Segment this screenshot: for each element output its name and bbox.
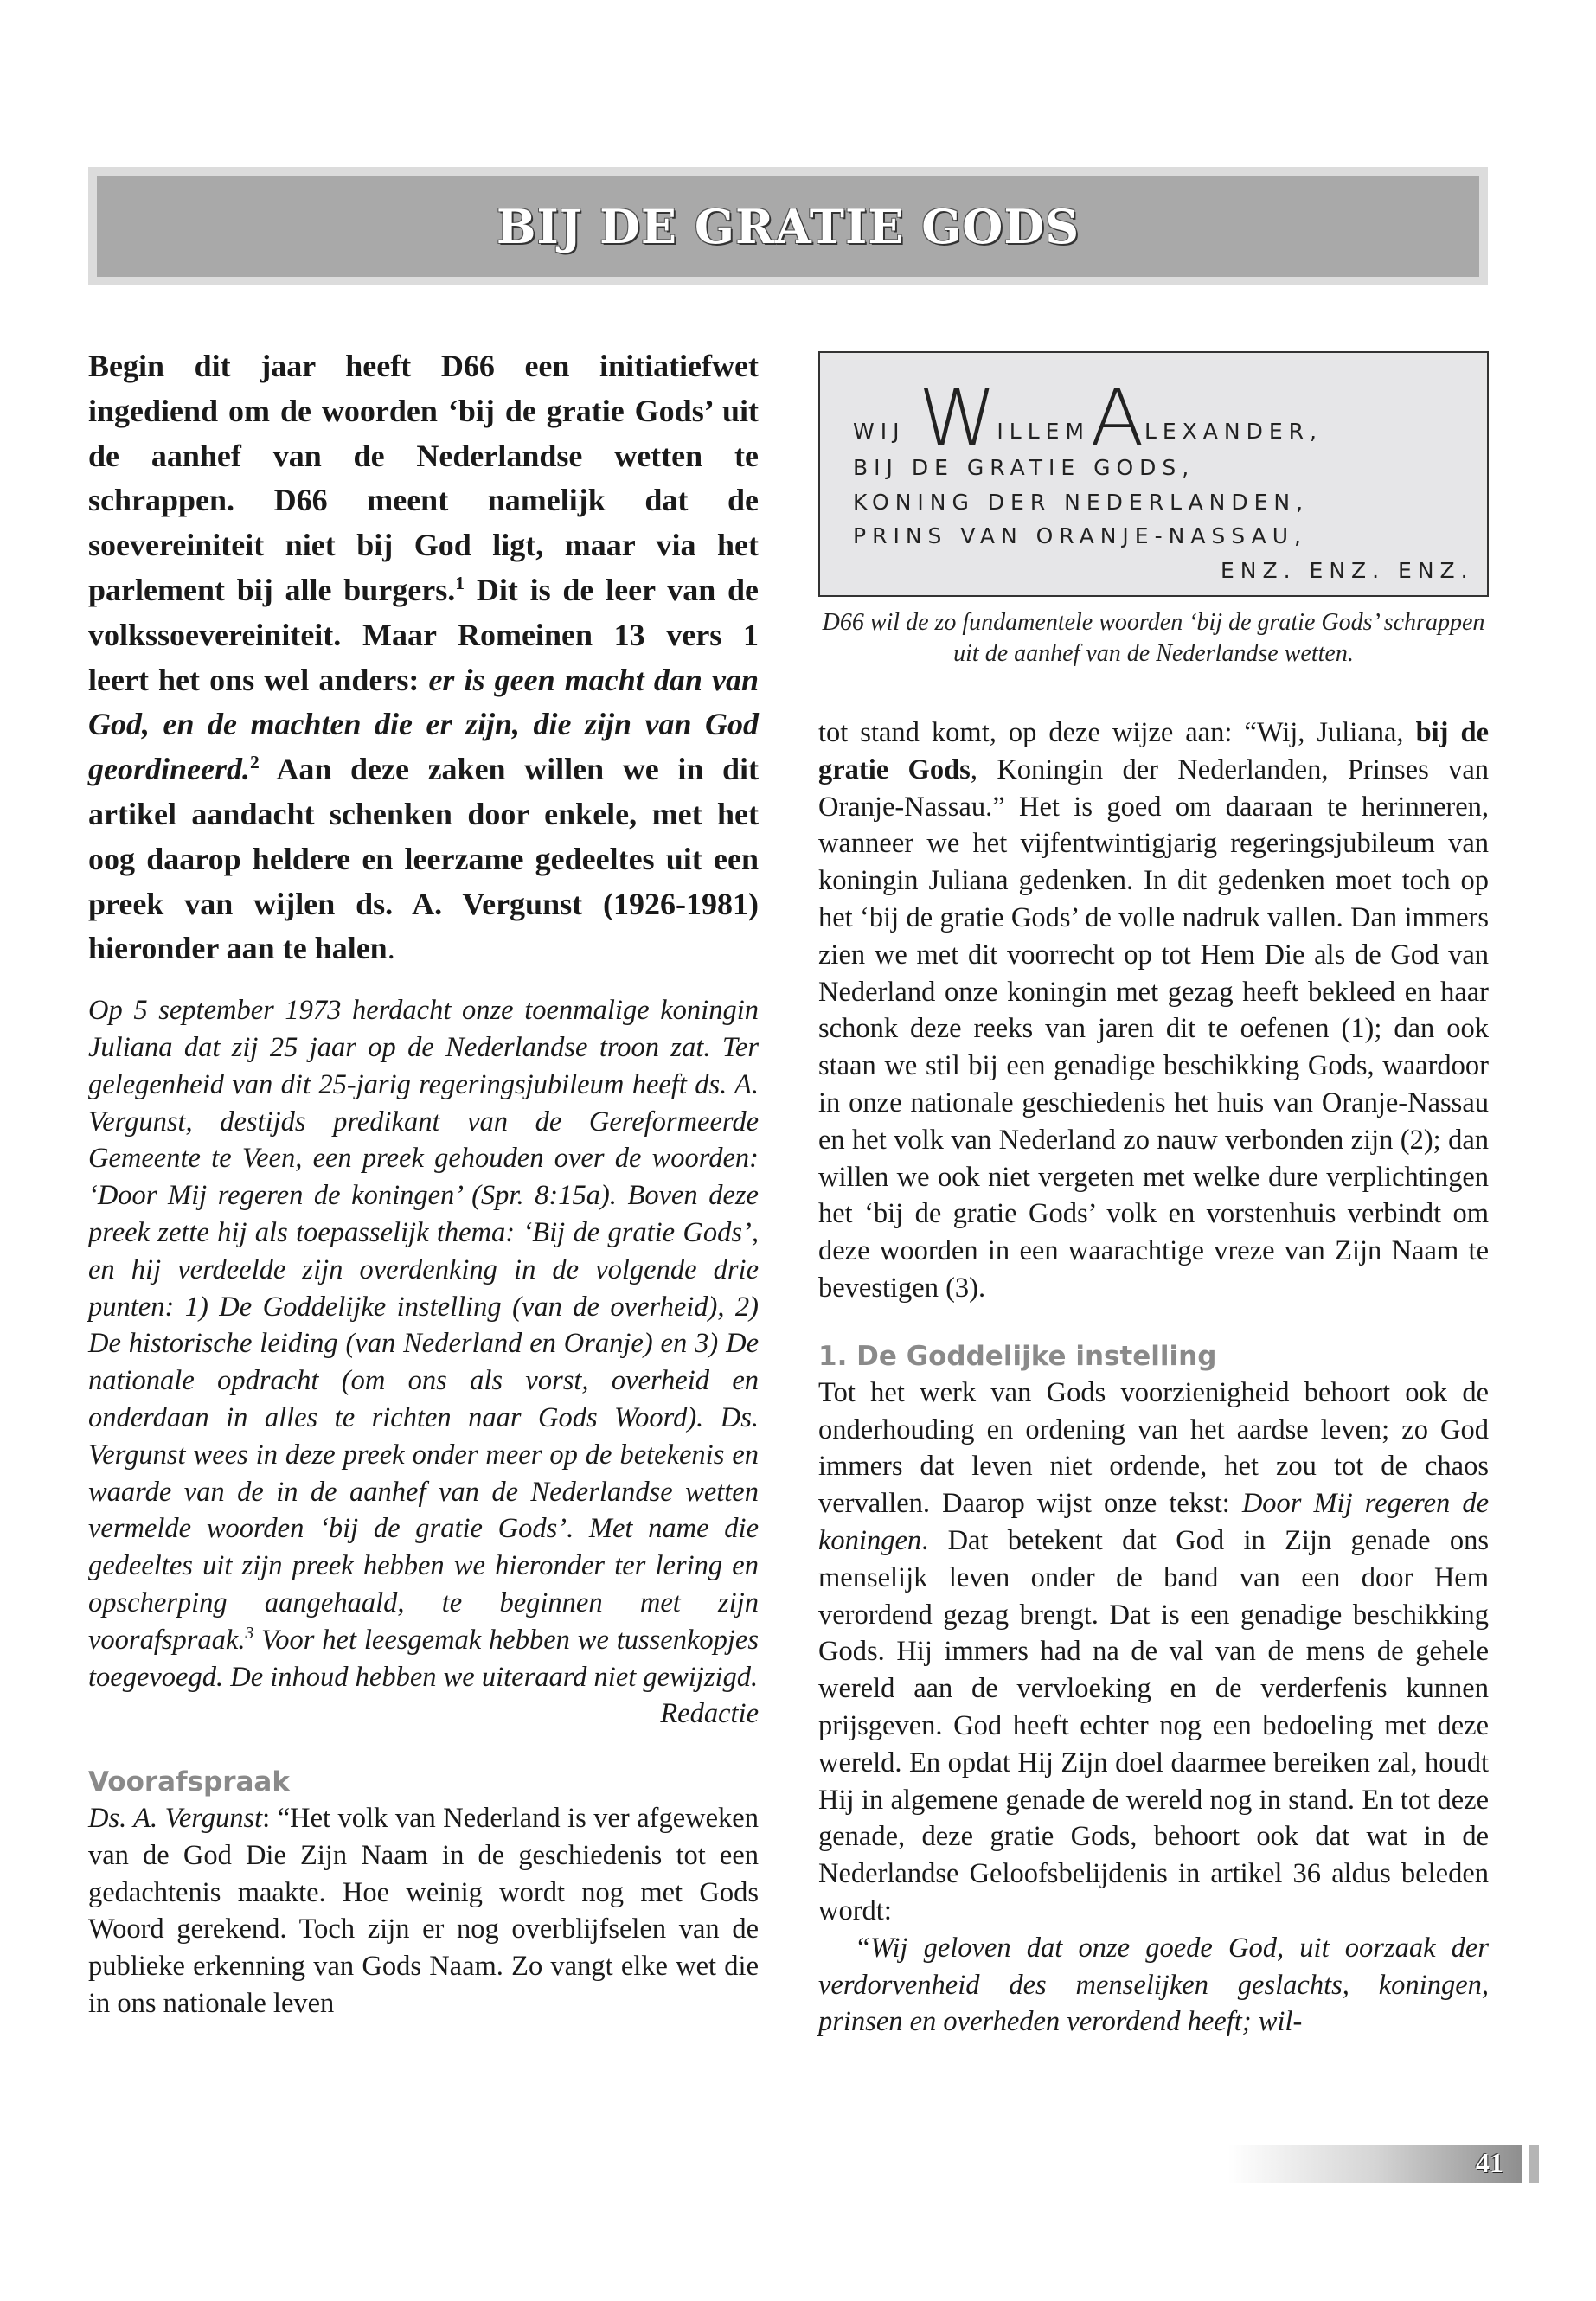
voorafspraak-text: : “Het volk van Nederland is ver afgeweken van de God Die Zijn Naam in de geschiedenis tot een gedachtenis maakte. Hoe weinig wordt nog met Gods Woord gerekend. Toch zijn er nog overblijfselen van de publieke erkenning van Gods Naam. Zo vangt elke wet die in ons nationale leven xyxy=(88,1803,759,2020)
right-paragraph xyxy=(818,715,1489,1307)
image-line-4: PRINS VAN ORANJE-NASSAU, xyxy=(853,523,1307,548)
footnote-ref-3: 3 xyxy=(245,1624,254,1643)
image-caption: D66 wil de zo fundamentele woorden ‘bij de gratie Gods’ schrappen uit de aanhef van de Nederlandse wetten. xyxy=(822,609,1485,667)
intro-text-1: Begin dit jaar heeft D66 een initiatiefwet ingediend om de woorden ‘bij de gratie Gods’ uit de aanhef van de Nederlandse wetten te schrappen. D66 meent namelijk dat de soevereiniteit niet bij God ligt, maar via het parlement bij alle burgers. xyxy=(88,349,759,607)
editorial-text-2: Voor het leesgemak hebben we tussenkopjes toegevoegd. De inhoud hebben we uiteraard niet gewijzigd. xyxy=(88,1624,759,1693)
page-number-bar xyxy=(1228,2145,1522,2183)
footnote-ref-2: 2 xyxy=(249,752,260,773)
page-tab-decoration xyxy=(1529,2145,1539,2183)
right-column xyxy=(818,351,1489,2041)
right-text-2: , Koningin der Nederlanden, Prinses van Oranje-Nassau.” Het is goed om daaraan te herinneren, wanneer we het vijfentwintigjarig regeringsjubileum van koningin Juliana gedenken. In dit gedenken moet toch op het ‘bij de gratie Gods’ de volle nadruk vallen. Dan immers zien we met dit voorrecht op tot Hem Die als de God van Nederland onze koningin met gezag heeft bekleed en haar schonk deze reeks van jaren dit te oefenen (1); dan ook staan we stil bij een genadige beschikking Gods, waardoor in onze nationale geschiedenis het huis van Oranje-Nassau en het volk van Nederland zo nauw verbonden zijn (2); dan willen we ook niet vergeten met welke dure verplichtingen het ‘bij de gratie Gods’ volk en vorstenhuis verbindt om deze woorden in een waarachtige vreze van Zijn Naam te bevestigen (3). xyxy=(818,753,1489,1304)
page-number: 41 xyxy=(1476,2147,1503,2178)
intro-end: . xyxy=(387,931,395,966)
confession-quote: “Wij geloven dat onze goede God, uit oorzaak der verdorvenheid des menselijken geslachts, koningen, prinsen en overheden verordend heeft; wil- xyxy=(818,1932,1489,2038)
footnote-ref-1: 1 xyxy=(455,572,465,593)
instelling-text-1: Tot het werk van Gods voorzienigheid behoort ook de onderhouding en ordening van het aardse leven; zo God immers dat leven niet ordende, het zou tot de chaos vervallen. Daarop wijst onze tekst: xyxy=(818,1376,1489,1520)
intro-bible-quote: er is geen macht dan van God, en de machten die er zijn, die zijn van God geordineerd. xyxy=(88,662,759,787)
right-text-1: tot stand komt, op deze wijze aan: “Wij, Juliana, xyxy=(818,717,1416,748)
title-banner-inner xyxy=(97,176,1479,277)
intro-paragraph xyxy=(88,344,759,971)
right-bold-phrase: bij de gratie Gods xyxy=(818,717,1489,785)
page-title: BIJ DE GRATIE GODS xyxy=(496,198,1080,254)
intro-text-3: Aan deze zaken willen we in dit artikel aandacht schenken door enkele, met het oog daarop heldere en leerzame gedeeltes uit een preek van wijlen ds. A. Vergunst (1926-1981) hieronder aan te halen xyxy=(88,752,759,966)
image-line-3: KONING DER NEDERLANDEN, xyxy=(853,490,1310,515)
title-banner xyxy=(88,167,1488,285)
instelling-paragraph xyxy=(818,1375,1489,1930)
intro-text-2: Dit is de leer van de volkssoevereiniteit. Maar Romeinen 13 vers 1 leert het ons wel anders: xyxy=(88,572,759,697)
left-column xyxy=(88,344,759,2022)
section-heading-goddelijke-instelling: 1. De Goddelijke instelling xyxy=(818,1340,1217,1372)
instelling-italic: Door Mij regeren de koningen xyxy=(818,1488,1489,1556)
royal-title-image xyxy=(818,351,1489,597)
editorial-paragraph xyxy=(88,992,759,1695)
section-heading-voorafspraak: Voorafspraak xyxy=(88,1766,290,1798)
image-line-5: ENZ. ENZ. ENZ. xyxy=(1221,558,1474,583)
image-line-2: BIJ DE GRATIE GODS, xyxy=(853,455,1195,480)
image-line-1: WIJ WILLEMALEXANDER, xyxy=(853,372,1323,465)
instelling-text-2: . Dat betekent dat God in Zijn genade ons menselijk leven onder de band van een door Hem verordend gezag brengt. Dat is een genadige beschikking Gods. Hij immers had na de val van de mens de gehele wereld aan de vervloeking en de verderfenis kunnen prijsgeven. God heeft echter nog een bedoeling met deze wereld. En opdat Hij Zijn doel daarmee bereiken zal, houdt Hij in algemene genade de wereld nog in stand. En tot deze genade, deze gratie Gods, behoort ook dat wat in de Nederlandse Geloofsbelijdenis in artikel 36 aldus beleden wordt: xyxy=(818,1524,1489,1926)
voorafspraak-paragraph xyxy=(88,1800,759,2022)
editorial-signature: Redactie xyxy=(660,1698,759,1730)
editorial-text-1: Op 5 september 1973 herdacht onze toenmalige koningin Juliana dat zij 25 jaar op de Nederlandse troon zat. Ter gelegenheid van dit 25-jarig regeringsjubileum heeft ds. A. Vergunst, destijds predikant van de Gereformeerde Gemeente te Veen, een preek gehouden over de woorden: ‘Door Mij regeren de koningen’ (Spr. 8:15a). Boven deze preek zette hij als toepasselijk thema: ‘Bij de gratie Gods’, en hij verdeelde zijn overdenking in de volgende drie punten: 1) De Goddelijke instelling (van de overheid), 2) De historische leiding (van Nederland en Oranje) en 3) De nationale opdracht (om ons als vorst, overheid en onderdaan in alles te richten naar Gods Woord). Ds. Vergunst wees in deze preek onder meer op de betekenis en waarde van de in de aanhef van de Nederlandse wetten vermelde woorden ‘bij de gratie Gods’. Met name die gedeeltes uit zijn preek hebben we hieronder ter lering en opscherping aangehaald, te beginnen met zijn voorafspraak. xyxy=(88,995,759,1656)
speaker-name: Ds. A. Vergunst xyxy=(88,1803,263,1835)
